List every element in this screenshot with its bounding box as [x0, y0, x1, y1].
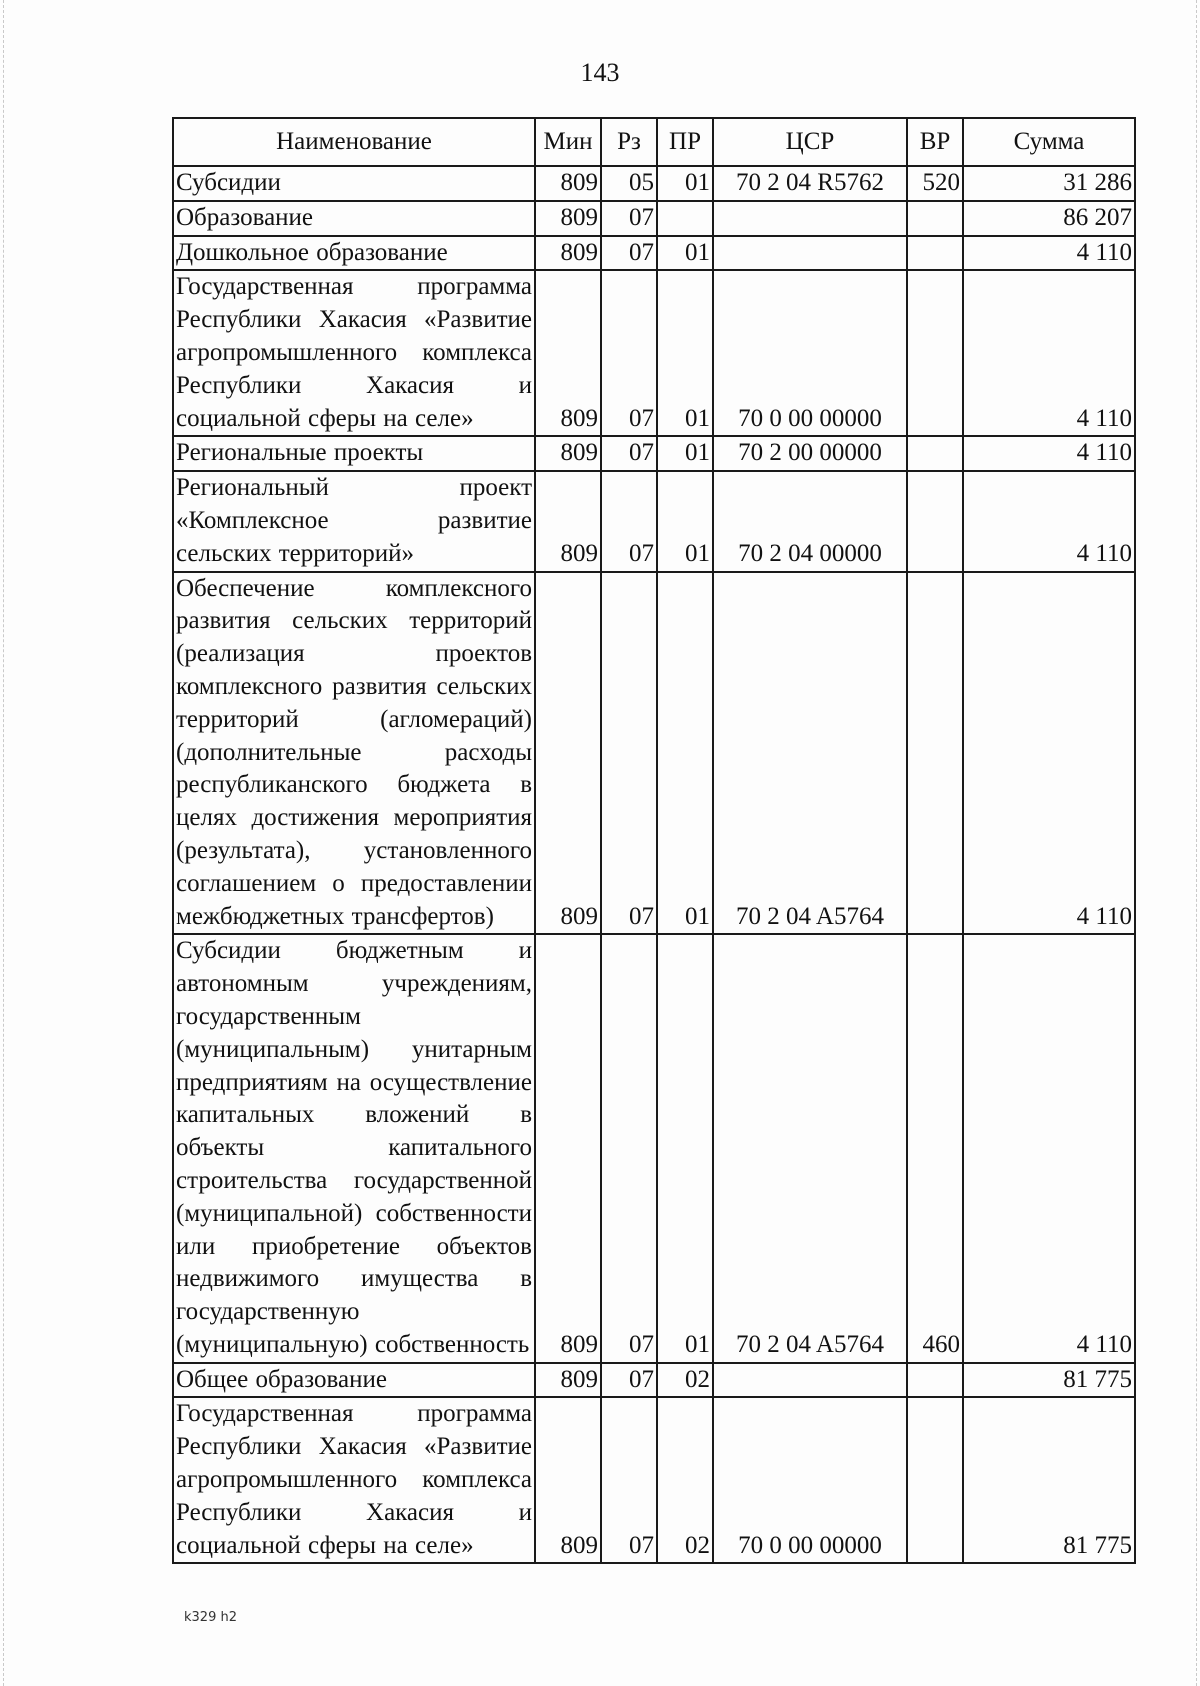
row-sum: 4 110	[963, 436, 1135, 471]
row-sum: 81 775	[963, 1363, 1135, 1398]
row-sum: 4 110	[963, 934, 1135, 1362]
row-pr: 01	[657, 471, 713, 571]
row-name: Общее образование	[173, 1363, 535, 1398]
row-min: 809	[535, 572, 601, 935]
row-pr: 01	[657, 436, 713, 471]
row-name: Государственная программа Республики Хакасия «Развитие агропромышленного комплекса Республики Хакасия и социальной сферы на селе»	[173, 270, 535, 436]
row-pr: 01	[657, 572, 713, 935]
row-pr: 01	[657, 166, 713, 201]
row-min: 809	[535, 270, 601, 436]
row-min: 809	[535, 236, 601, 271]
row-vr	[907, 572, 963, 935]
row-csr: 70 2 04 R5762	[713, 166, 907, 201]
row-name: Обеспечение комплексного развития сельских территорий (реализация проектов комплексного развития сельских территорий (агломераций) (дополнительные расходы республиканского бюджета в целях достижения мероприятия (результата), установленного соглашением о предоставлении межбюджетных трансфертов)	[173, 572, 535, 935]
row-pr: 02	[657, 1363, 713, 1398]
row-rz: 07	[601, 270, 657, 436]
row-vr	[907, 201, 963, 236]
row-rz: 07	[601, 572, 657, 935]
row-vr	[907, 1363, 963, 1398]
table-row	[173, 166, 1135, 201]
row-rz: 07	[601, 436, 657, 471]
row-name: Региональные проекты	[173, 436, 535, 471]
header-rz: Рз	[601, 118, 657, 166]
row-csr: 70 2 00 00000	[713, 436, 907, 471]
table-row	[173, 436, 1135, 471]
header-pr: ПР	[657, 118, 713, 166]
row-csr: 70 2 04 00000	[713, 471, 907, 571]
table-row	[173, 471, 1135, 571]
row-name: Субсидии бюджетным и автономным учреждениям, государственным (муниципальным) унитарным предприятиям на осуществление капитальных вложений в объекты капитального строительства государственной (муниципальной) собственности или приобретение объектов недвижимого имущества в государственную (муниципальную) собственность	[173, 934, 535, 1362]
row-csr	[713, 1363, 907, 1398]
row-csr: 70 2 04 A5764	[713, 572, 907, 935]
row-csr: 70 2 04 A5764	[713, 934, 907, 1362]
row-pr	[657, 201, 713, 236]
row-sum: 86 207	[963, 201, 1135, 236]
table-header-row	[173, 118, 1135, 166]
row-csr	[713, 201, 907, 236]
row-vr	[907, 1397, 963, 1563]
table-row	[173, 934, 1135, 1362]
table-row	[173, 572, 1135, 935]
row-name: Субсидии	[173, 166, 535, 201]
table-row	[173, 1363, 1135, 1398]
row-name: Региональный проект «Комплексное развитие сельских территорий»	[173, 471, 535, 571]
table-row	[173, 201, 1135, 236]
row-vr	[907, 270, 963, 436]
table-row	[173, 236, 1135, 271]
row-min: 809	[535, 166, 601, 201]
row-min: 809	[535, 1397, 601, 1563]
header-vr: ВР	[907, 118, 963, 166]
row-min: 809	[535, 436, 601, 471]
row-rz: 07	[601, 471, 657, 571]
table-row	[173, 1397, 1135, 1563]
row-rz: 07	[601, 1397, 657, 1563]
row-sum: 81 775	[963, 1397, 1135, 1563]
header-sum: Сумма	[963, 118, 1135, 166]
row-pr: 01	[657, 236, 713, 271]
footer-code: k329 h2	[184, 1610, 237, 1625]
row-rz: 07	[601, 236, 657, 271]
header-min: Мин	[535, 118, 601, 166]
row-vr: 520	[907, 166, 963, 201]
header-name: Наименование	[173, 118, 535, 166]
row-name: Дошкольное образование	[173, 236, 535, 271]
row-csr: 70 0 00 00000	[713, 1397, 907, 1563]
header-csr: ЦСР	[713, 118, 907, 166]
table-row	[173, 270, 1135, 436]
row-pr: 01	[657, 270, 713, 436]
row-min: 809	[535, 201, 601, 236]
row-sum: 4 110	[963, 572, 1135, 935]
row-name: Образование	[173, 201, 535, 236]
row-rz: 07	[601, 934, 657, 1362]
row-min: 809	[535, 934, 601, 1362]
row-vr	[907, 436, 963, 471]
row-pr: 02	[657, 1397, 713, 1563]
budget-table	[172, 117, 1136, 1564]
row-name: Государственная программа Республики Хакасия «Развитие агропромышленного комплекса Республики Хакасия и социальной сферы на селе»	[173, 1397, 535, 1563]
row-sum: 4 110	[963, 270, 1135, 436]
row-min: 809	[535, 1363, 601, 1398]
row-rz: 07	[601, 201, 657, 236]
row-sum: 4 110	[963, 236, 1135, 271]
row-vr	[907, 236, 963, 271]
row-vr	[907, 471, 963, 571]
page-edge-left	[3, 0, 4, 1686]
row-csr	[713, 236, 907, 271]
row-rz: 05	[601, 166, 657, 201]
row-vr: 460	[907, 934, 963, 1362]
row-pr: 01	[657, 934, 713, 1362]
row-sum: 31 286	[963, 166, 1135, 201]
row-sum: 4 110	[963, 471, 1135, 571]
row-min: 809	[535, 471, 601, 571]
row-csr: 70 0 00 00000	[713, 270, 907, 436]
page-edge-right	[1196, 0, 1197, 1686]
page-number: 143	[580, 58, 620, 87]
row-rz: 07	[601, 1363, 657, 1398]
